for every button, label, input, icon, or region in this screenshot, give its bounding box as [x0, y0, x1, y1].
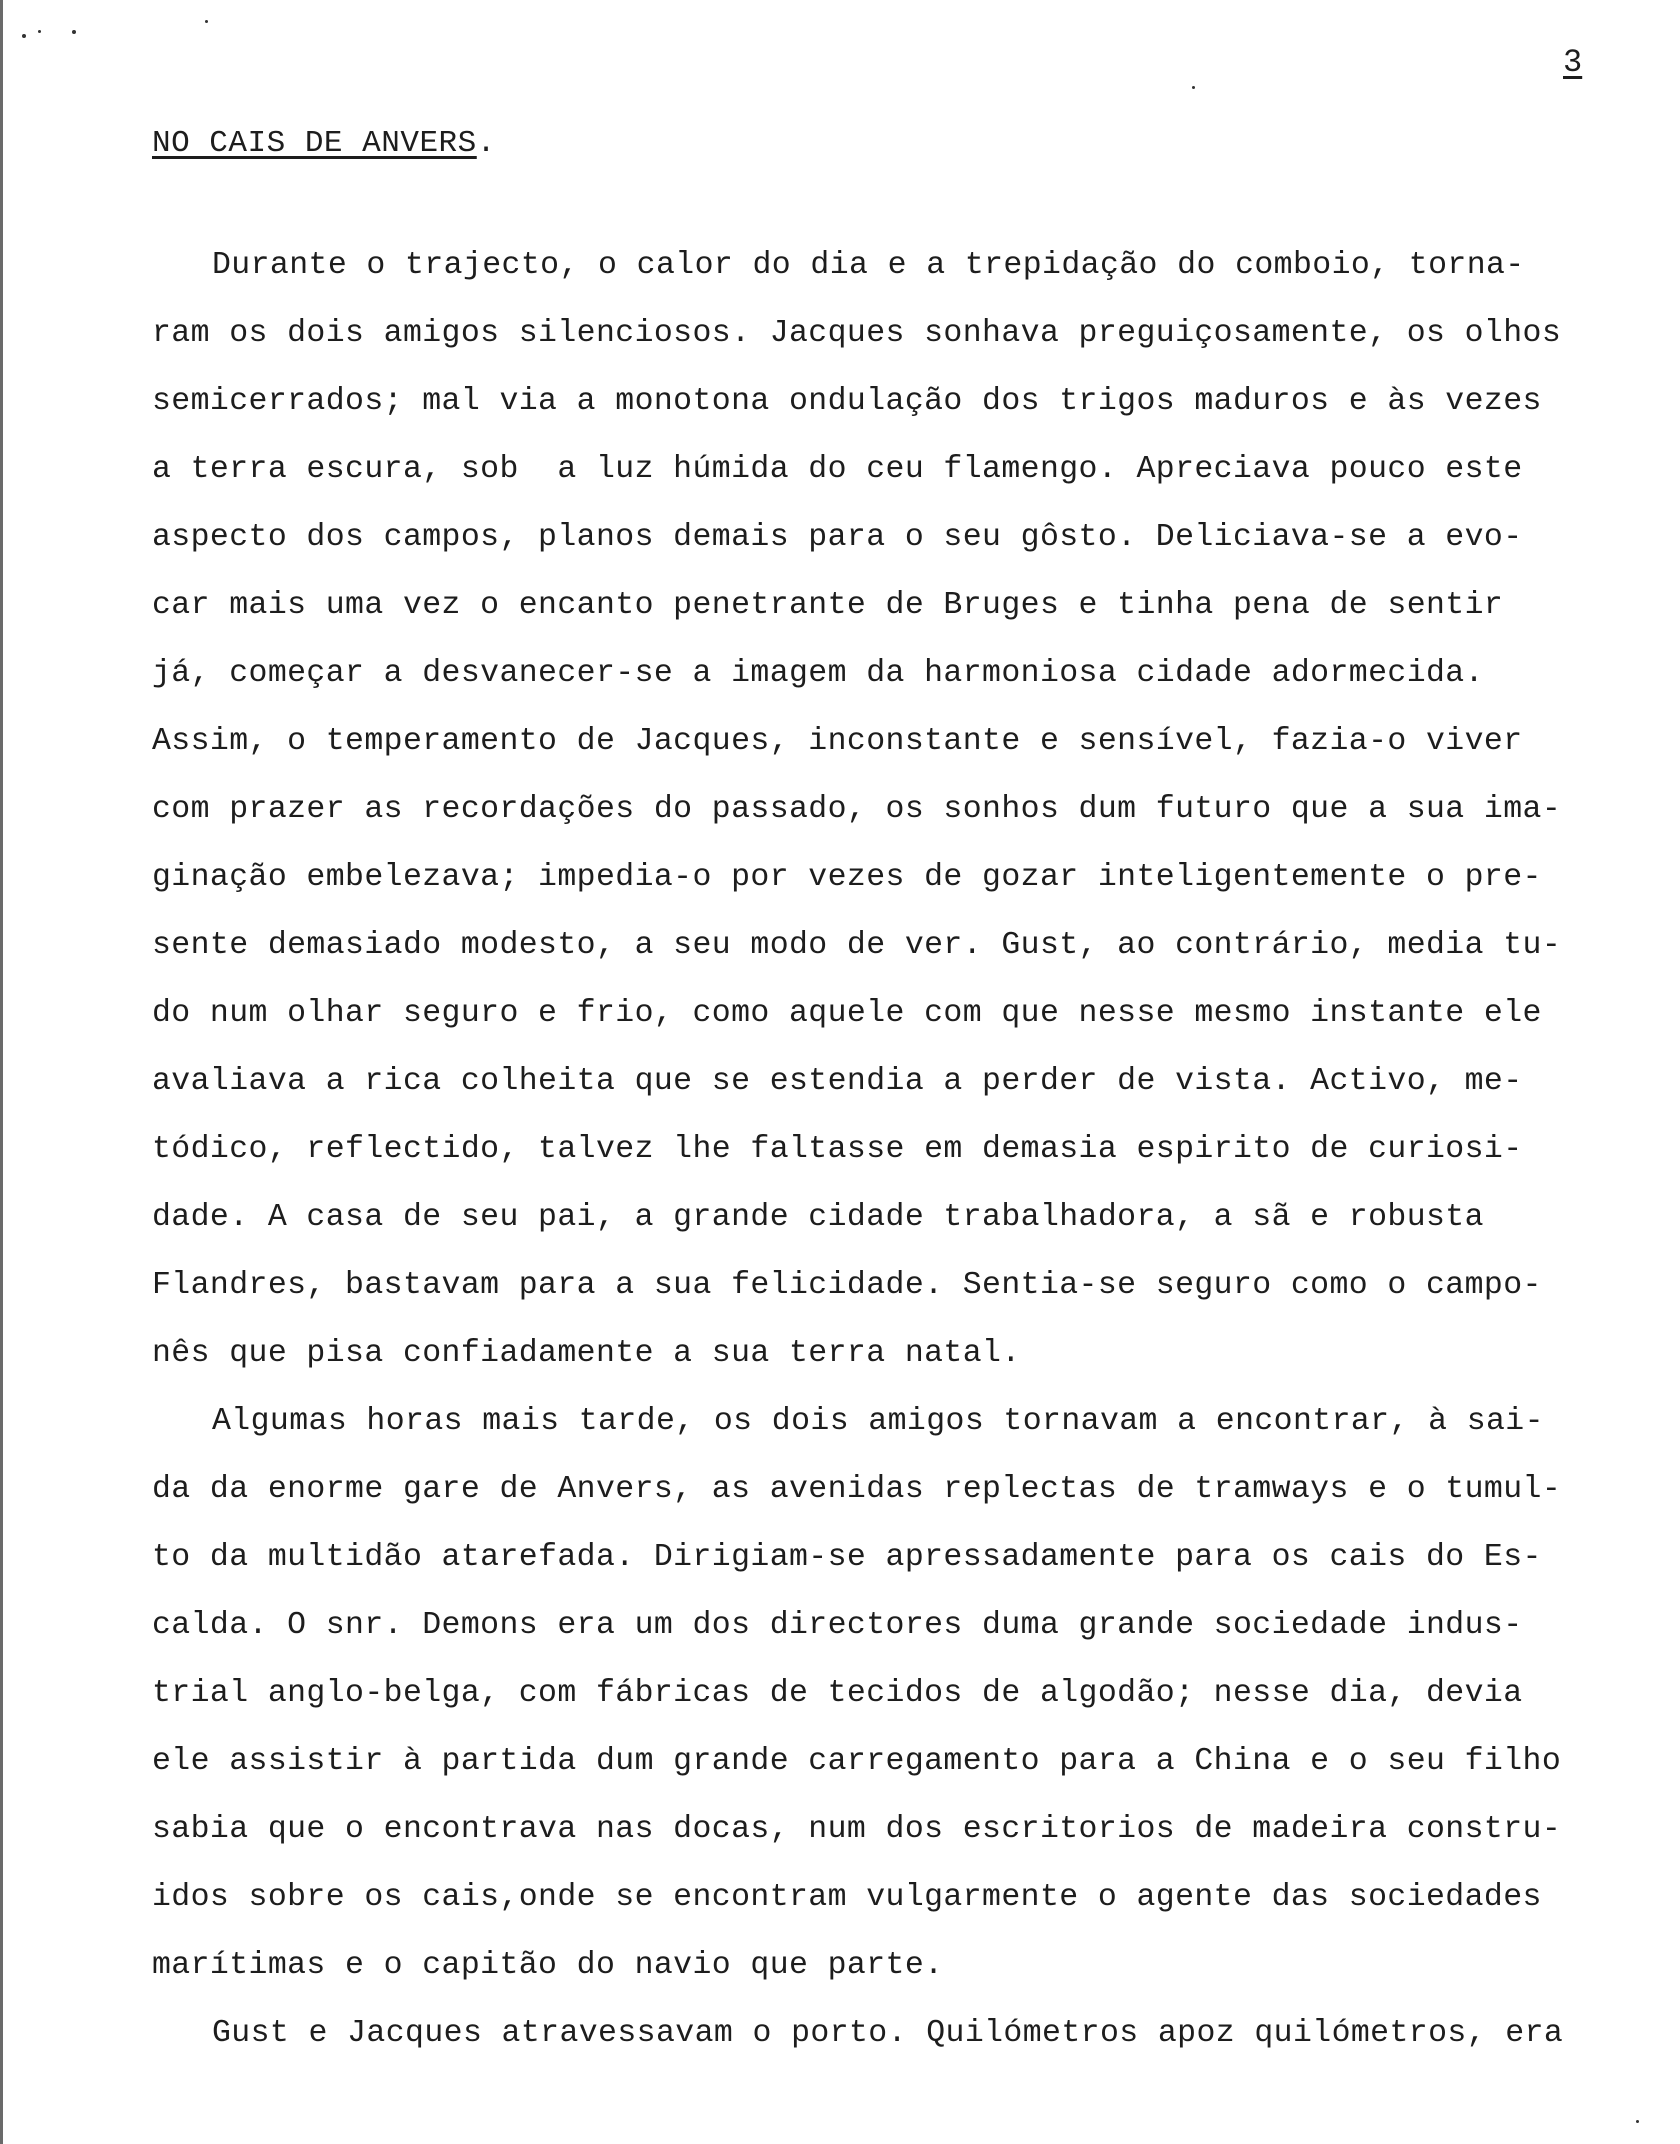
text-line: da da enorme gare de Anvers, as avenidas replectas de tramways e o tumul- — [152, 1472, 1562, 1507]
section-heading-text: NO CAIS DE ANVERS — [152, 126, 477, 161]
text-line: com prazer as recordações do passado, os sonhos dum futuro que a sua ima- — [152, 792, 1562, 827]
text-line: do num olhar seguro e frio, como aquele com que nesse mesmo instante ele — [152, 996, 1542, 1031]
text-line: aspecto dos campos, planos demais para o seu gôsto. Deliciava-se a evo- — [152, 520, 1523, 555]
text-line: avaliava a rica colheita que se estendia a perder de vista. Activo, me- — [152, 1064, 1523, 1099]
page-number: 3 — [1563, 44, 1583, 81]
text-line: ginação embelezava; impedia-o por vezes de gozar inteligentemente o pre- — [152, 860, 1542, 895]
paragraph-3 — [152, 2000, 1652, 2068]
text-line: ram os dois amigos silenciosos. Jacques sonhava preguiçosamente, os olhos — [152, 316, 1562, 351]
body-text — [152, 232, 1652, 2068]
text-line: marítimas e o capitão do navio que parte. — [152, 1948, 944, 1983]
ink-speck — [38, 30, 41, 33]
text-line: Assim, o temperamento de Jacques, inconstante e sensível, fazia-o viver — [152, 724, 1523, 759]
ink-speck — [72, 30, 76, 34]
text-line: nês que pisa confiadamente a sua terra natal. — [152, 1336, 1021, 1371]
text-line: trial anglo-belga, com fábricas de tecidos de algodão; nesse dia, devia — [152, 1676, 1523, 1711]
paragraph-2 — [152, 1388, 1652, 2000]
text-line: sabia que o encontrava nas docas, num dos escritorios de madeira constru- — [152, 1812, 1562, 1847]
text-line: calda. O snr. Demons era um dos directores duma grande sociedade indus- — [152, 1608, 1523, 1643]
ink-speck — [22, 34, 26, 38]
text-line: Flandres, bastavam para a sua felicidade. Sentia-se seguro como o campo- — [152, 1268, 1542, 1303]
ink-speck — [205, 20, 208, 23]
text-line: car mais uma vez o encanto penetrante de Bruges e tinha pena de sentir — [152, 588, 1504, 623]
section-heading-punctuation: . — [476, 126, 496, 161]
text-line: tódico, reflectido, talvez lhe faltasse em demasia espirito de curiosi- — [152, 1132, 1523, 1167]
paragraph-1 — [152, 232, 1652, 1388]
text-line: ele assistir à partida dum grande carregamento para a China e o seu filho — [152, 1744, 1562, 1779]
ink-speck — [1192, 86, 1195, 89]
ink-speck — [1636, 2120, 1639, 2123]
section-heading — [152, 126, 496, 161]
text-line: idos sobre os cais,onde se encontram vulgarmente o agente das sociedades — [152, 1880, 1542, 1915]
page-edge-shadow — [0, 0, 3, 2144]
text-line: Gust e Jacques atravessavam o porto. Quilómetros apoz quilómetros, era — [212, 2016, 1564, 2051]
text-line: semicerrados; mal via a monotona ondulação dos trigos maduros e às vezes — [152, 384, 1542, 419]
text-line: Algumas horas mais tarde, os dois amigos tornavam a encontrar, à sai- — [212, 1404, 1544, 1439]
text-line: to da multidão atarefada. Dirigiam-se apressadamente para os cais do Es- — [152, 1540, 1542, 1575]
text-line: sente demasiado modesto, a seu modo de ver. Gust, ao contrário, media tu- — [152, 928, 1562, 963]
text-line: dade. A casa de seu pai, a grande cidade trabalhadora, a sã e robusta — [152, 1200, 1484, 1235]
text-line: já, começar a desvanecer-se a imagem da harmoniosa cidade adormecida. — [152, 656, 1484, 691]
text-line: a terra escura, sob a luz húmida do ceu flamengo. Apreciava pouco este — [152, 452, 1523, 487]
text-line: Durante o trajecto, o calor do dia e a trepidação do comboio, torna- — [212, 248, 1525, 283]
